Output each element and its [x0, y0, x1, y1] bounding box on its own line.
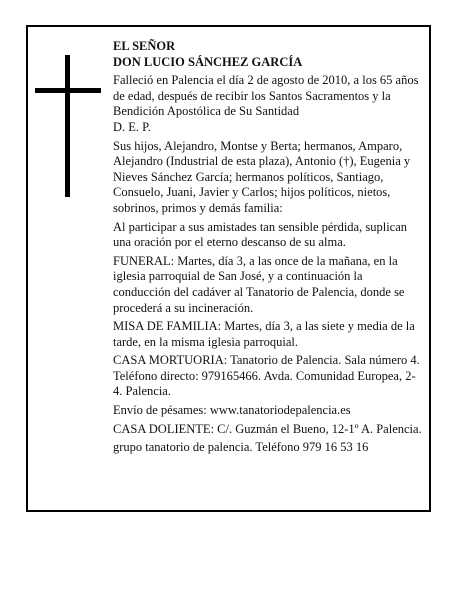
deceased-name: DON LUCIO SÁNCHEZ GARCÍA: [113, 54, 303, 69]
obituary-heading: [113, 39, 423, 70]
obituary-text: [113, 39, 423, 459]
wake-location: CASA MORTUORIA: Tanatorio de Palencia. Sala número 4. Teléfono directo: 979165466. Avda. Comunidad Europea, 2-4. Palencia.: [113, 353, 420, 399]
family-mass-info: MISA DE FAMILIA: Martes, día 3, a las siete y media de la tarde, en la misma iglesia parroquial.: [113, 319, 415, 349]
cross-vertical-bar: [65, 55, 70, 197]
family-home-address: CASA DOLIENTE: C/. Guzmán el Bueno, 12-1º A. Palencia.: [113, 421, 422, 436]
heading-title: EL SEÑOR: [113, 39, 176, 53]
condolences-website: Envío de pésames: www.tanatoriodepalencia.es: [113, 403, 351, 418]
death-announcement: Falleció en Palencia el día 2 de agosto de 2010, a los 65 años de edad, después de recibir los Santos Sacramentos y la Bendición Apostólica de Su Santidad: [113, 73, 419, 119]
funeral-home-contact: grupo tanatorio de palencia. Teléfono 979 16 53 16: [113, 440, 369, 455]
family-paragraph: Sus hijos, Alejandro, Montse y Berta; hermanos, Amparo, Alejandro (Industrial de esta plaza), Antonio (†), Eugenia y Nieves Sánchez García; hermanos políticos, Santiago, Consuelo, Juani, Javier y Carlos; hijos políticos, nietos, sobrinos, primos y demás familia:: [113, 138, 411, 215]
rip-text: D. E. P.: [113, 119, 151, 134]
cross-icon: [35, 55, 101, 197]
funeral-info: FUNERAL: Martes, día 3, a las once de la mañana, en la iglesia parroquial de San José, y a continuación la conducción del cadáver al Tanatorio de Palencia, donde se procederá a su incineración.: [113, 253, 405, 315]
prayer-request: Al participar a sus amistades tan sensible pérdida, suplican una oración por el eterno descanso de su alma.: [113, 219, 408, 250]
cross-horizontal-bar: [35, 88, 101, 93]
